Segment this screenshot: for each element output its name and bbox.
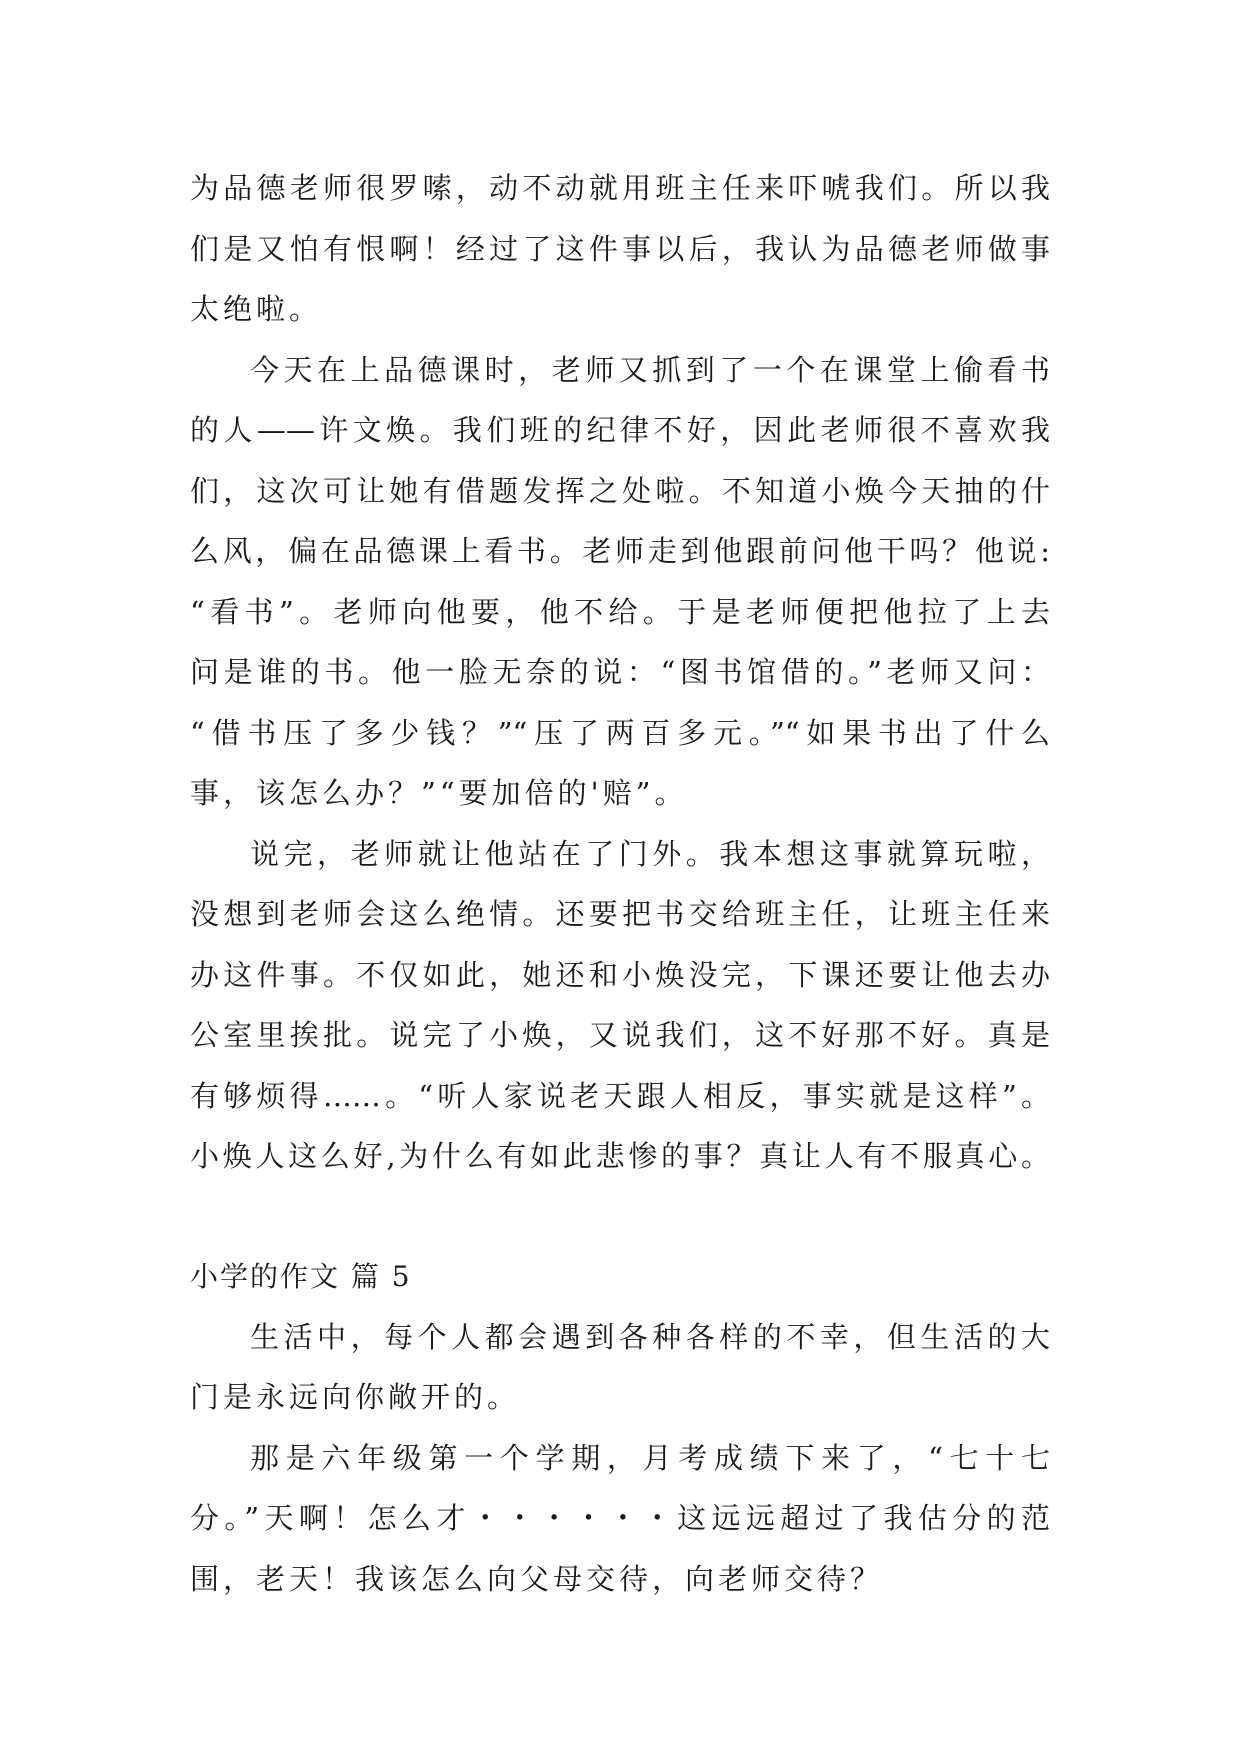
text-line: 分。”天啊！怎么才・・・・・・这远远超过了我估分的范: [190, 1501, 1050, 1535]
text-line: 们，这次可让她有借题发挥之处啦。不知道小焕今天抽的什: [190, 473, 1050, 508]
paragraph-4: [190, 1307, 1050, 1428]
text-line: 太绝啦。: [190, 292, 323, 326]
text-line: 问是谁的书。他一脸无奈的说：“图书馆借的。”老师又问：: [190, 655, 1050, 689]
text-line: “借书压了多少钱？”“压了两百多元。”“如果书出了什么: [190, 715, 1050, 750]
text-line: 今天在上品德课时，老师又抓到了一个在课堂上偷看书: [250, 352, 1050, 387]
text-line: 那是六年级第一个学期，月考成绩下来了，“七十七: [250, 1440, 1050, 1475]
text-line: 门是永远向你敞开的。: [190, 1380, 521, 1414]
paragraph-5: [190, 1428, 1050, 1610]
text-line: 有够烦得……。“听人家说老天跟人相反，事实就是这样”。: [190, 1078, 1050, 1113]
section-spacer: [190, 1187, 1050, 1247]
text-line: 公室里挨批。说完了小焕，又说我们，这不好那不好。真是: [190, 1018, 1050, 1052]
text-line: 的人——许文焕。我们班的纪律不好，因此老师很不喜欢我: [190, 413, 1050, 447]
text-line: “看书”。老师向他要，他不给。于是老师便把他拉了上去: [190, 594, 1050, 629]
paragraph-2: [190, 340, 1050, 824]
text-line: 没想到老师会这么绝情。还要把书交给班主任，让班主任来: [190, 897, 1050, 931]
text-line: 为品德老师很罗嗦，动不动就用班主任来吓唬我们。所以我: [190, 171, 1050, 205]
text-line: 办这件事。不仅如此，她还和小焕没完，下课还要让他去办: [190, 957, 1050, 992]
section-heading: 小学的作文 篇 5: [190, 1259, 412, 1293]
text-line: 事，该怎么办？”“要加倍的'赔”。: [190, 776, 688, 810]
text-line: 生活中，每个人都会遇到各种各样的不幸，但生活的大: [250, 1319, 1050, 1354]
text-line: 围，老天！我该怎么向父母交待，向老师交待？: [190, 1561, 884, 1596]
paragraph-1: [190, 158, 1050, 340]
text-line: 小焕人这么好,为什么有如此悲惨的事？真让人有不服真心。: [190, 1139, 1050, 1173]
text-line: 们是又怕有恨啊！经过了这件事以后，我认为品德老师做事: [190, 231, 1050, 266]
text-line: 说完，老师就让他站在了门外。我本想这事就算玩啦，: [250, 836, 1050, 871]
document-body: [190, 158, 1050, 1609]
text-line: 么风，偏在品德课上看书。老师走到他跟前问他干吗？他说:: [190, 534, 1050, 568]
paragraph-3: [190, 824, 1050, 1187]
